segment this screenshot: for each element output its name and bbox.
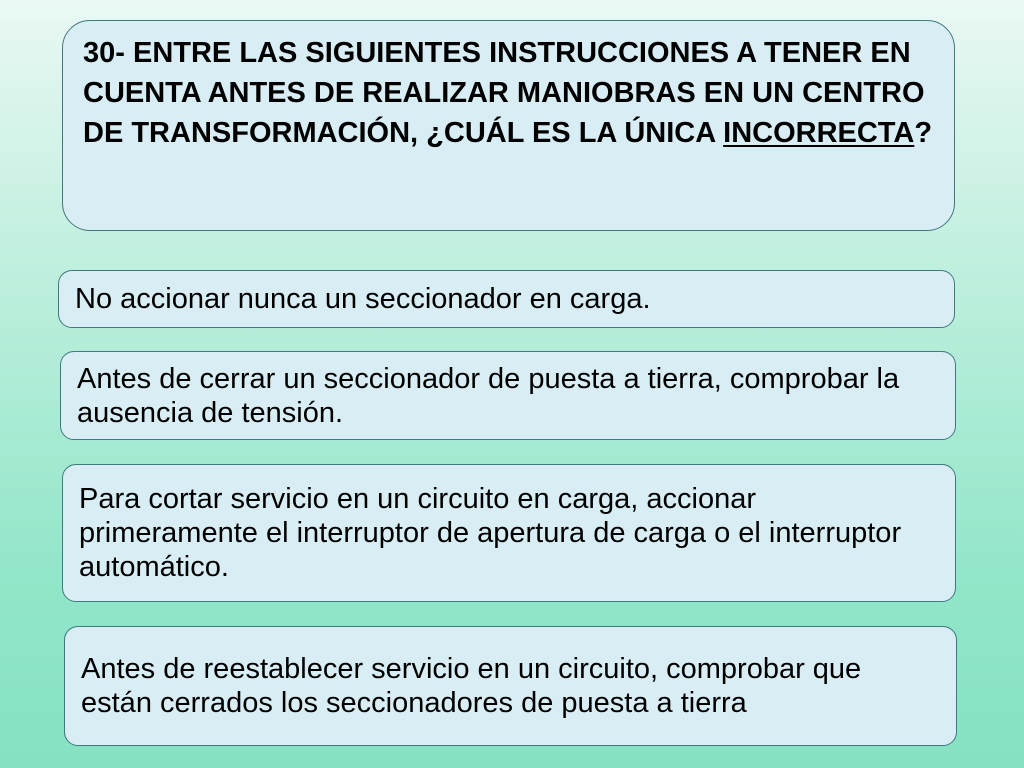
answer-option-2-text: Antes de cerrar un seccionador de puesta a tierra, comprobar la ausencia de tensión. xyxy=(77,362,900,429)
answer-option-1-text: No accionar nunca un seccionador en carga. xyxy=(75,283,651,315)
answer-option-3-text: Para cortar servicio en un circuito en carga, accionar primeramente el interruptor de apertura de carga o el interruptor automático. xyxy=(79,483,902,583)
answer-option-4-text: Antes de reestablecer servicio en un circuito, comprobar que están cerrados los seccionadores de puesta a tierra xyxy=(81,653,862,719)
answer-option-3[interactable] xyxy=(62,464,956,602)
question-box xyxy=(62,20,955,231)
question-text: 30- ENTRE LAS SIGUIENTES INSTRUCCIONES A TENER EN CUENTA ANTES DE REALIZAR MANIOBRAS EN UN CENTRO DE TRANSFORMACIÓN, ¿CUÁL ES LA ÚNICA xyxy=(83,37,925,149)
question-end: ? xyxy=(914,117,933,149)
answer-option-2[interactable] xyxy=(60,351,956,440)
answer-option-4[interactable] xyxy=(64,626,957,746)
question-emphasis: INCORRECTA xyxy=(723,117,915,149)
answer-option-1[interactable] xyxy=(58,270,955,328)
